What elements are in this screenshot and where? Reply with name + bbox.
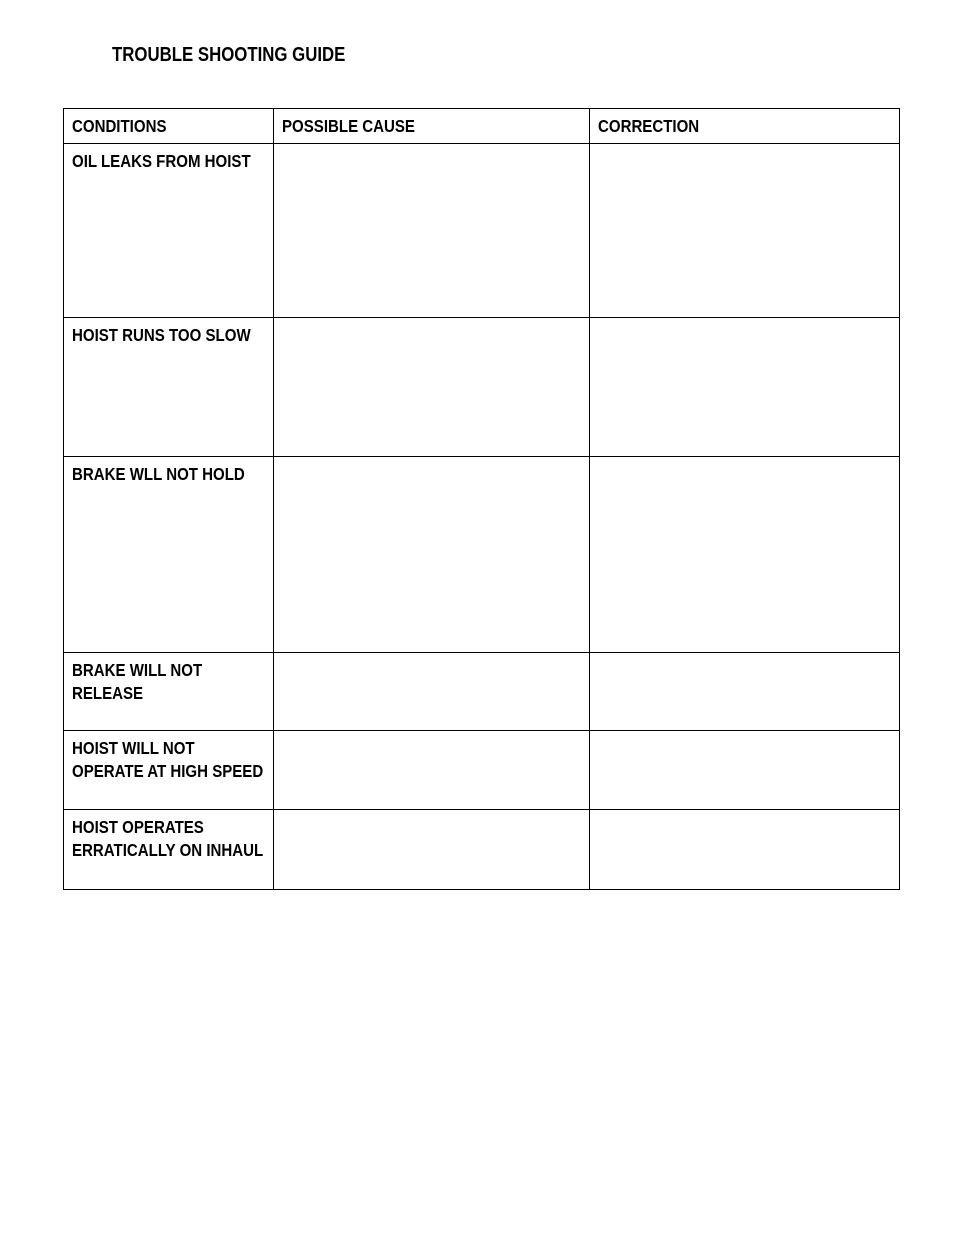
correction-cell [590, 731, 900, 810]
correction-cell [590, 318, 900, 457]
header-possible-cause: POSSIBLE CAUSE [274, 109, 590, 144]
table-row [64, 731, 900, 810]
page-title: TROUBLE SHOOTING GUIDE [112, 44, 346, 66]
cause-cell [274, 810, 590, 890]
correction-cell [590, 144, 900, 318]
condition-cell: HOIST WILL NOT OPERATE AT HIGH SPEED [64, 731, 274, 810]
table-row [64, 144, 900, 318]
condition-cell: HOIST RUNS TOO SLOW [64, 318, 274, 457]
condition-cell: BRAKE WILL NOT RELEASE [64, 653, 274, 731]
condition-cell: OIL LEAKS FROM HOIST [64, 144, 274, 318]
cause-cell [274, 318, 590, 457]
trouble-shooting-table [63, 108, 900, 890]
condition-cell: HOIST OPERATES ERRATICALLY ON INHAUL [64, 810, 274, 890]
cause-cell [274, 457, 590, 653]
table-row [64, 653, 900, 731]
table-row [64, 318, 900, 457]
table-header-row [64, 109, 900, 144]
correction-cell [590, 810, 900, 890]
table-row [64, 457, 900, 653]
header-correction: CORRECTION [590, 109, 900, 144]
cause-cell [274, 144, 590, 318]
cause-cell [274, 653, 590, 731]
correction-cell [590, 653, 900, 731]
table-row [64, 810, 900, 890]
header-conditions: CONDITIONS [64, 109, 274, 144]
cause-cell [274, 731, 590, 810]
condition-cell: BRAKE WLL NOT HOLD [64, 457, 274, 653]
correction-cell [590, 457, 900, 653]
